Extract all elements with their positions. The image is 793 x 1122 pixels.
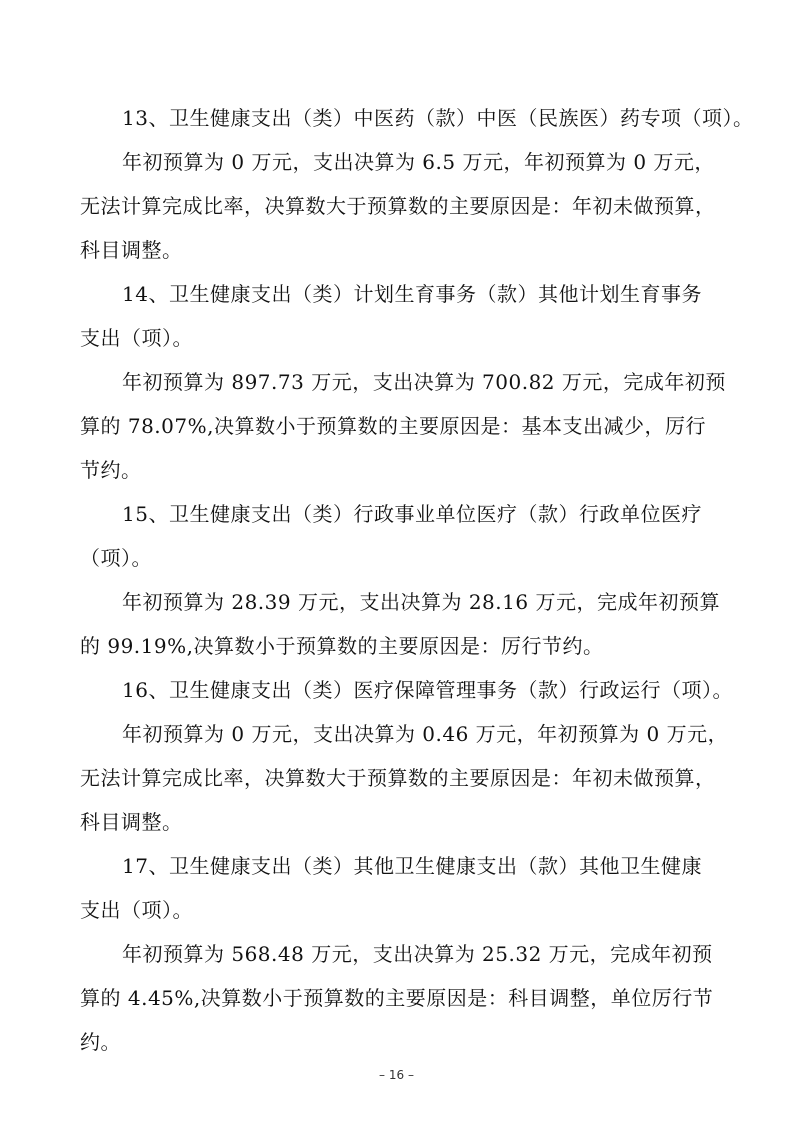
paragraph-13-text: 年初预算为 0 万元，支出决算为 6.5 万元，年初预算为 0 万元， <box>122 150 715 174</box>
paragraph-13-text: 科目调整。 <box>80 238 183 262</box>
paragraph-17-text: 算的 4.45%,决算数小于预算数的主要原因是：科目调整，单位厉行节 <box>80 986 714 1010</box>
paragraph-17-text: 约。 <box>80 1030 121 1054</box>
paragraph-15-heading: （项）。 <box>80 546 152 570</box>
paragraph-13-text: 无法计算完成比率，决算数大于预算数的主要原因是：年初未做预算， <box>80 194 716 218</box>
paragraph-15-text: 的 99.19%,决算数小于预算数的主要原因是：厉行节约。 <box>80 634 604 658</box>
paragraph-14-text: 节约。 <box>80 458 142 482</box>
paragraph-14-heading: 14、卫生健康支出（类）计划生育事务（款）其他计划生育事务 <box>122 282 702 306</box>
paragraph-14-heading: 支出（项）。 <box>80 326 193 350</box>
paragraph-16-text: 年初预算为 0 万元，支出决算为 0.46 万元，年初预算为 0 万元， <box>122 722 729 746</box>
paragraph-17-heading: 17、卫生健康支出（类）其他卫生健康支出（款）其他卫生健康 <box>122 854 702 878</box>
paragraph-16-text: 无法计算完成比率，决算数大于预算数的主要原因是：年初未做预算， <box>80 766 716 790</box>
paragraph-15-heading: 15、卫生健康支出（类）行政事业单位医疗（款）行政单位医疗 <box>122 502 702 526</box>
page-number: – 16 – <box>379 1068 414 1082</box>
paragraph-16-text: 科目调整。 <box>80 810 183 834</box>
paragraph-13-heading: 13、卫生健康支出（类）中医药（款）中医（民族医）药专项（项）。 <box>122 106 754 130</box>
paragraph-15-text: 年初预算为 28.39 万元，支出决算为 28.16 万元，完成年初预算 <box>122 590 720 614</box>
paragraph-14-text: 算的 78.07%,决算数小于预算数的主要原因是：基本支出减少，厉行 <box>80 414 706 438</box>
paragraph-17-heading: 支出（项）。 <box>80 898 193 922</box>
paragraph-14-text: 年初预算为 897.73 万元，支出决算为 700.82 万元，完成年初预 <box>122 370 726 394</box>
paragraph-17-text: 年初预算为 568.48 万元，支出决算为 25.32 万元，完成年初预 <box>122 942 713 966</box>
paragraph-16-heading: 16、卫生健康支出（类）医疗保障管理事务（款）行政运行（项）。 <box>122 678 733 702</box>
